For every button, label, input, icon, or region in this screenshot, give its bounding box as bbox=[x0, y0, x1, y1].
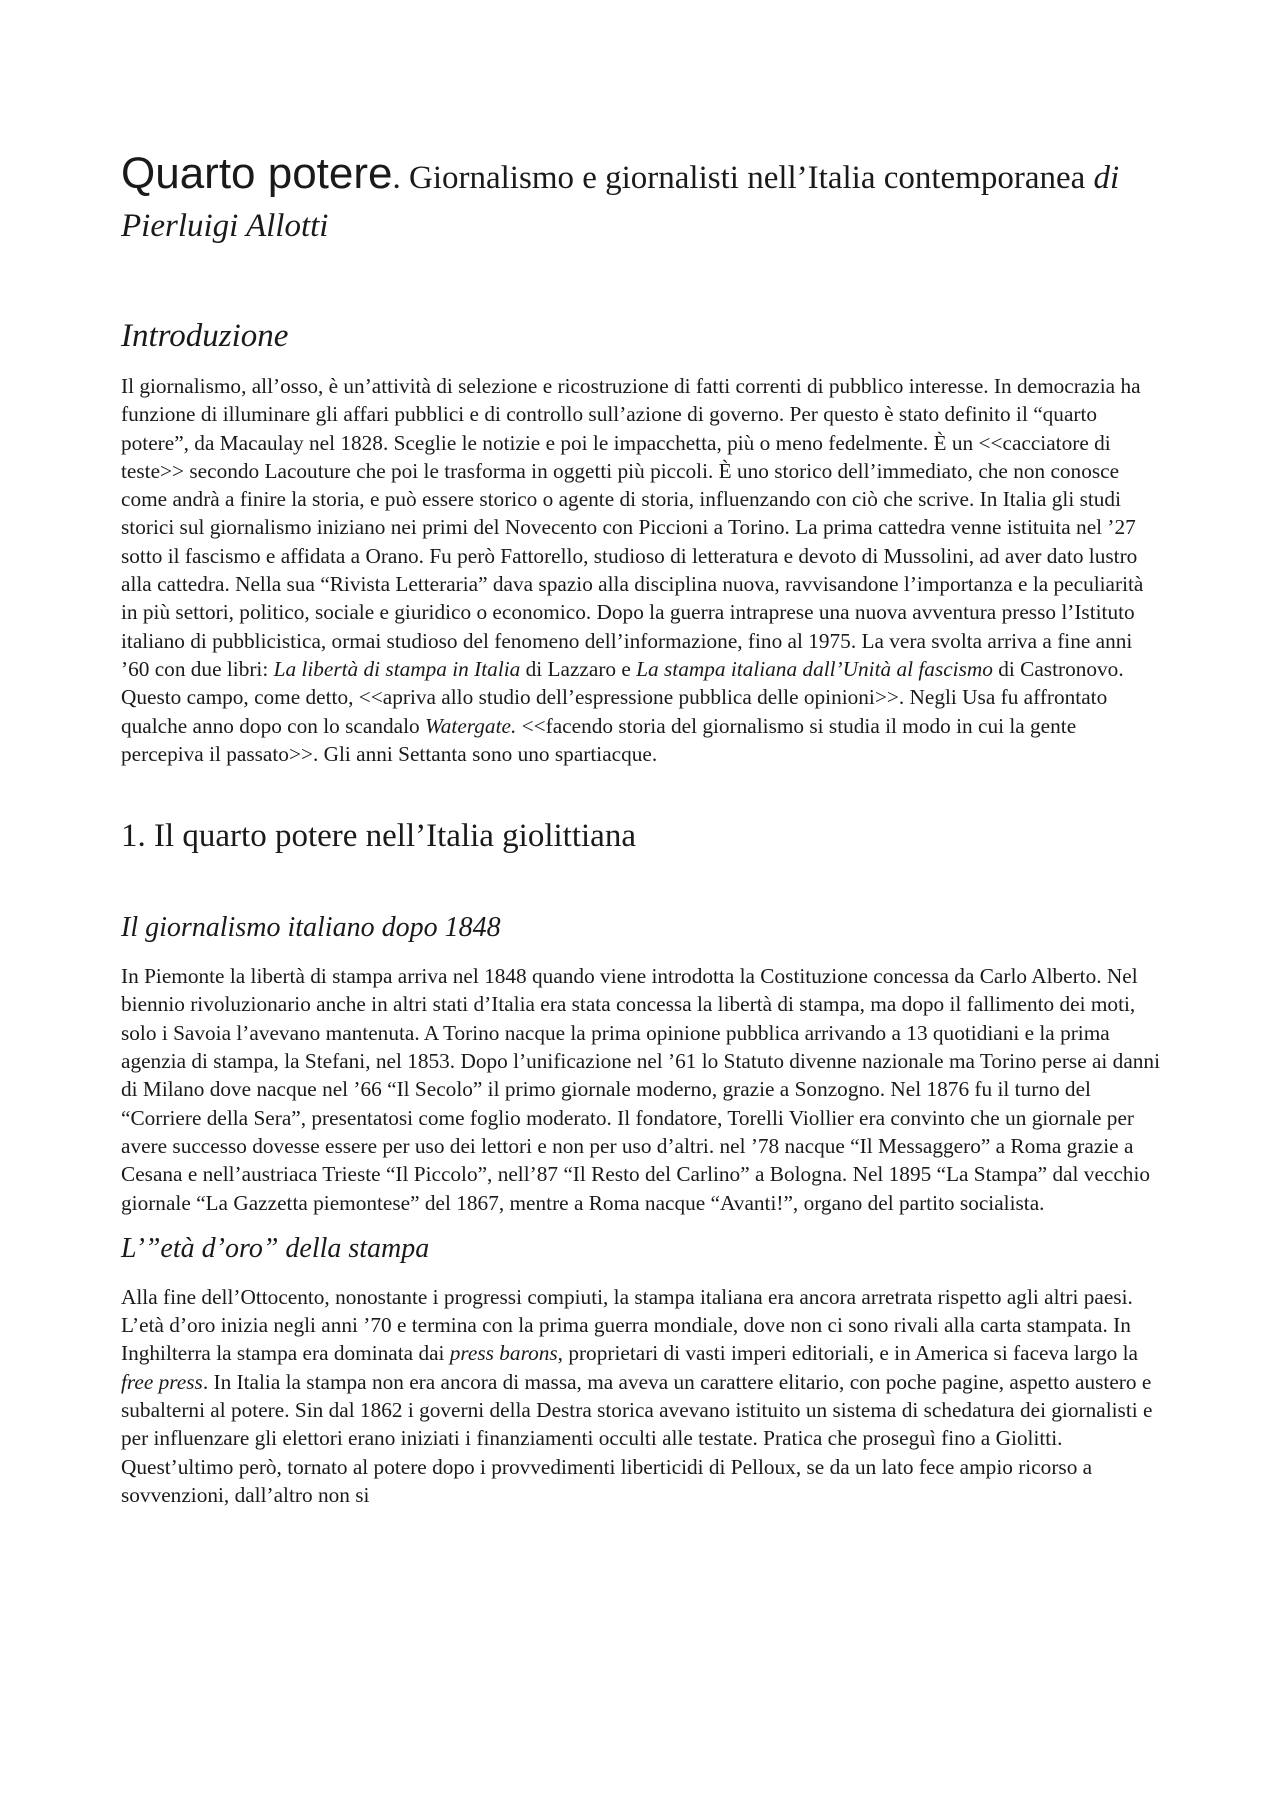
watergate-term: Watergate. bbox=[424, 713, 517, 738]
book-title-lazzaro: La libertà di stampa in Italia bbox=[273, 656, 521, 681]
book-title-castronovo: La stampa italiana dall’Unità al fascismo bbox=[636, 656, 993, 681]
section-heading-1848: Il giornalismo italiano dopo 1848 bbox=[121, 912, 501, 944]
title-main: Quarto potere bbox=[121, 149, 393, 198]
intro-heading: Introduzione bbox=[121, 318, 289, 354]
intro-text-2: di Lazzaro e bbox=[520, 656, 637, 681]
title-byline: di Pierluigi Allotti bbox=[121, 160, 1120, 244]
intro-paragraph bbox=[121, 372, 1160, 768]
press-barons-term: press barons bbox=[449, 1341, 558, 1366]
intro-text-3: di Castronovo. Questo campo, come detto, <<apriva allo studio dell’espressione pubblica delle opinioni>>. Negli Usa fu affrontato qualche anno dopo con lo scandalo bbox=[121, 656, 1124, 738]
free-press-term: free press bbox=[121, 1369, 203, 1394]
chapter-heading: 1. Il quarto potere nell’Italia giolittiana bbox=[121, 818, 636, 855]
eta-oro-text-1: Alla fine dell’Ottocento, nonostante i progressi compiuti, la stampa italiana era ancora arretrata rispetto agli altri paesi. L’età d’oro inizia negli anni ’70 e termina con la prima guerra mondiale, dove non ci sono rivali alla carta stampata. In Inghilterra la stampa era dominata dai bbox=[121, 1284, 1133, 1366]
section-heading-eta-oro: L’”età d’oro” della stampa bbox=[121, 1232, 430, 1264]
section-paragraph-1848: In Piemonte la libertà di stampa arriva nel 1848 quando viene introdotta la Costituzione concessa da Carlo Alberto. Nel biennio rivoluzionario anche in altri stati d’Italia era stata concessa la libertà di stampa, ma dopo il fallimento dei moti, solo i Savoia l’avevano mantenuta. A Torino nacque la prima opinione pubblica arrivando a 13 quotidiani e la prima agenzia di stampa, la Stefani, nel 1853. Dopo l’unificazione nel ’61 lo Statuto divenne nazionale ma Torino perse ai danni di Milano dove nacque nel ’66 “Il Secolo” il primo giornale moderno, grazie a Sonzogno. Nel 1876 fu il turno del “Corriere della Sera”, presentatosi come foglio moderato. Il fondatore, Torelli Viollier era convinto che un giornale per avere successo dovesse essere per uso dei lettori e non per uso d’altri. nel ’78 nacque “Il Messaggero” a Roma grazie a Cesana e nell’austriaca Trieste “Il Piccolo”, nell’87 “Il Resto del Carlino” a Bologna. Nel 1895 “La Stampa” dal vecchio giornale “La Gazzetta piemontese” del 1867, mentre a Roma nacque “Avanti!”, organo del partito socialista. bbox=[121, 964, 1160, 1215]
intro-text-4: <<facendo storia del giornalismo si studia il modo in cui la gente percepiva il passato>>. Gli anni Settanta sono uno spartiacque. bbox=[121, 713, 1077, 766]
document-title bbox=[121, 150, 1160, 250]
eta-oro-text-3: . In Italia la stampa non era ancora di massa, ma aveva un carattere elitario, con poche pagine, aspetto austero e subalterni al potere. Sin dal 1862 i governi della Destra storica avevano istituito un sistema di schedatura dei giornalisti e per influenzare gli elettori erano iniziati i finanziamenti occulti alle testate. Pratica che proseguì fino a Giolitti. Quest’ultimo però, tornato al potere dopo i provvedimenti liberticidi di Pelloux, se da un lato fece ampio ricorso a sovvenzioni, dall’altro non si bbox=[121, 1369, 1153, 1507]
eta-oro-text-2: , proprietari di vasti imperi editoriali, e in America si faceva largo la bbox=[557, 1341, 1139, 1366]
intro-text-1: Il giornalismo, all’osso, è un’attività di selezione e ricostruzione di fatti correnti di pubblico interesse. In democrazia ha funzione di illuminare gli affari pubblici e di controllo sull’azione di governo. Per questo è stato definito il “quarto potere”, da Macaulay nel 1828. Sceglie le notizie e poi le impacchetta, più o meno fedelmente. È un <<cacciatore di teste>> secondo Lacouture che poi le trasforma in oggetti più piccoli. È uno storico dell’immediato, che non conosce come andrà a finire la storia, e può essere storico o agente di storia, influenzando con ciò che scrive. In Italia gli studi storici sul giornalismo iniziano nei primi del Novecento con Piccioni a Torino. La prima cattedra venne istituita nel ’27 sotto il fascismo e affidata a Orano. Fu però Fattorello, studioso di letteratura e devoto di Mussolini, ad aver dato lustro alla cattedra. Nella sua “Rivista Letteraria” dava spazio alla disciplina nuova, ravvisandone l’importanza e la peculiarità in più settori, politico, sociale e giuridico o economico. Dopo la guerra intraprese una nuova avventura presso l’Istituto italiano di pubblicistica, ormai studioso del fenomeno dell’informazione, fino al 1975. La vera svolta arriva a fine anni ’60 con due libri: bbox=[121, 374, 1144, 681]
section-paragraph-eta-oro bbox=[121, 1283, 1160, 1509]
title-subtitle: . Giornalismo e giornalisti nell’Italia contemporanea bbox=[392, 160, 1094, 196]
